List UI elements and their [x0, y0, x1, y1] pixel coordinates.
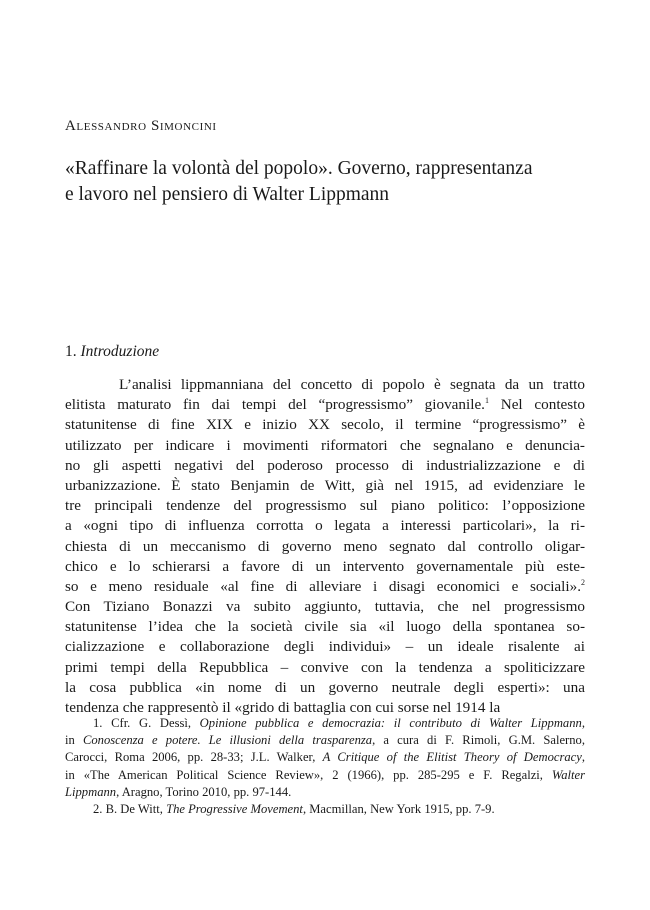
body-line: statunitense di fine XIX e inizio XX secolo, il termine “progressismo” è [65, 416, 585, 434]
footnote-1-line: 1. Cfr. G. Dessì, Opinione pubblica e democrazia: il contributo di Walter Lippmann, [93, 716, 585, 730]
body-line: urbanizzazione. È stato Benjamin de Witt, già nel 1915, ad evidenziare le [65, 476, 585, 494]
footnote-marker[interactable]: 2 [581, 577, 585, 587]
body-line: utilizzato per indicare i movimenti riformatori che segnalano e denuncia- [65, 436, 585, 454]
body-line: L’analisi lippmanniana del concetto di popolo è segnata da un tratto [119, 376, 585, 393]
body-line: Con Tiziano Bonazzi va subito aggiunto, tuttavia, che nel progressismo [65, 598, 585, 616]
footnote-1-line: in «The American Political Science Review», 2 (1966), pp. 285-295 e F. Regalzi, Walter [65, 767, 585, 782]
article-title [65, 156, 605, 208]
footnote-marker[interactable]: 1 [484, 396, 489, 406]
body-line: tre principali tendenze del progressismo sul piano politico: l’opposizione [65, 497, 585, 515]
body-line: la cosa pubblica «in nome di un governo neutrale degli esperti»: una [65, 678, 585, 696]
body-line: tendenza che rappresentò il «grido di battaglia con cui sorse nel 1914 la [65, 699, 501, 716]
body-text [65, 375, 585, 718]
footnote-1-line: in Conoscenza e potere. Le illusioni della trasparenza, a cura di F. Rimoli, G.M. Salerno, [65, 733, 585, 748]
author-name: Alessandro Simoncini [65, 118, 217, 134]
section-number: 1. [65, 343, 77, 360]
section-heading [65, 343, 159, 361]
body-line: so e meno residuale «al fine di alleviare i disagi economici e sociali».$^2$ [65, 577, 585, 595]
body-line: chiesta di un meccanismo di governo meno segnato dal controllo oligar- [65, 537, 585, 555]
title-line: e lavoro nel pensiero di Walter Lippmann [65, 184, 390, 205]
footnotes [65, 715, 585, 818]
body-line: statunitense l’idea che la società civile sia «il luogo della spontanea so- [65, 618, 585, 636]
footnote-2-line: 2. B. De Witt, The Progressive Movement, Macmillan, New York 1915, pp. 7-9. [93, 801, 495, 816]
body-line: primi tempi della Repubblica – convive con la tendenza a spoliticizzare [65, 658, 585, 676]
body-line: no gli aspetti negativi del poderoso processo di industrializzazione e di [65, 456, 585, 474]
section-name: Introduzione [80, 343, 160, 360]
title-line: «Raffinare la volontà del popolo». Governo, rappresentanza [65, 158, 533, 179]
body-line: chico e lo schierarsi a favore di un intervento governamentale più este- [65, 557, 585, 575]
footnote-1-line: Lippmann, Aragno, Torino 2010, pp. 97-144. [65, 784, 292, 799]
body-line: a «ogni tipo di influenza corrotta o legata a interessi particolari», la ri- [65, 517, 585, 535]
body-line: elitista maturato fin dai tempi del “progressismo” giovanile.$^1$ Nel contesto [65, 396, 585, 414]
footnote-1-line: Carocci, Roma 2006, pp. 28-33; J.L. Walker, A Critique of the Elitist Theory of Democracy, [65, 750, 585, 765]
body-line: cializzazione e collaborazione degli individui» – un ideale risalente ai [65, 638, 585, 656]
